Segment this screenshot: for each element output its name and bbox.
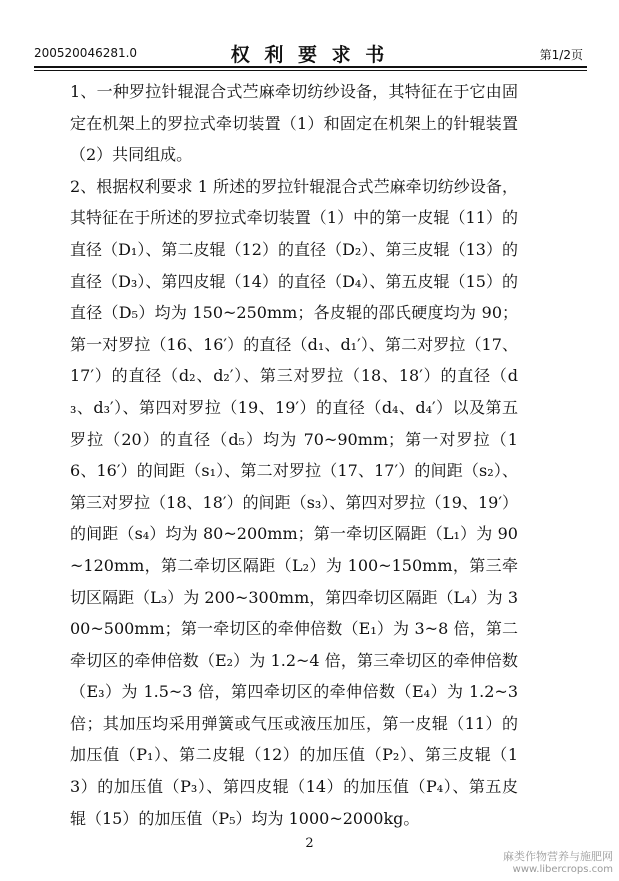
document-title: 权 利 要 求 书 xyxy=(230,44,389,66)
application-number: 200520046281.0 xyxy=(34,46,138,60)
header-rule-thick xyxy=(34,66,587,68)
page-number: 2 xyxy=(305,836,314,851)
claim-1: 1、一种罗拉针辊混合式苎麻牵切纺纱设备，其特征在于它由固定在机架上的罗拉式牵切装置（1）和固定在机架上的针辊装置（2）共同组成。 xyxy=(70,82,518,165)
watermark-url: www.libercrops.com xyxy=(512,864,613,875)
document-header xyxy=(0,0,619,70)
claim-2: 2、根据权利要求 1 所述的罗拉针辊混合式苎麻牵切纺纱设备，其特征在于所述的罗拉式牵切装置（1）中的第一皮辊（11）的直径（D₁）、第二皮辊（12）的直径（D₂）、第三皮辊（13）的直径（D₃）、第四皮辊（14）的直径（D₄）、第五皮辊（15）的直径（D₅）均为 150~250mm；各皮辊的邵氏硬度均为 90；第一对罗拉（16、16′）的直径（d₁、d₁′）、第二对罗拉（17、17′）的直径（d₂、d₂′）、第三对罗拉（18、18′）的直径（d₃、d₃′）、第四对罗拉（19、19′）的直径（d₄、d₄′）以及第五罗拉（20）的直径（d₅）均为 70~90mm；第一对罗拉（16、16′）的间距（s₁）、第二对罗拉（17、17′）的间距（s₂）、第三对罗拉（18、18′）的间距（s₃）、第四对罗拉（19、19′）的间距（s₄）均为 80~200mm；第一牵切区隔距（L₁）为 90~120mm，第二牵切区隔距（L₂）为 100~150mm，第三牵切区隔距（L₃）为 200~300mm，第四牵切区隔距（L₄）为 300~500mm；第一牵切区的牵伸倍数（E₁）为 3~8 倍，第二牵切区的牵伸倍数（E₂）为 1.2~4 倍，第三牵切区的牵伸倍数（E₃）为 1.5~3 倍，第四牵切区的牵伸倍数（E₄）为 1.2~3 倍；其加压均采用弹簧或气压或液压加压，第一皮辊（11）的加压值（P₁）、第二皮辊（12）的加压值（P₂）、第三皮辊（13）的加压值（P₃）、第四皮辊（14）的加压值（P₄）、第五皮辊（15）的加压值（P₅）均为 1000~2000kg。 xyxy=(70,176,518,828)
claims-body xyxy=(70,76,518,834)
watermark-site-name: 麻类作物营养与施肥网 xyxy=(503,850,613,863)
header-rule-thin xyxy=(34,70,587,71)
page-indicator: 第1/2页 xyxy=(539,48,583,62)
site-watermark xyxy=(503,848,613,875)
